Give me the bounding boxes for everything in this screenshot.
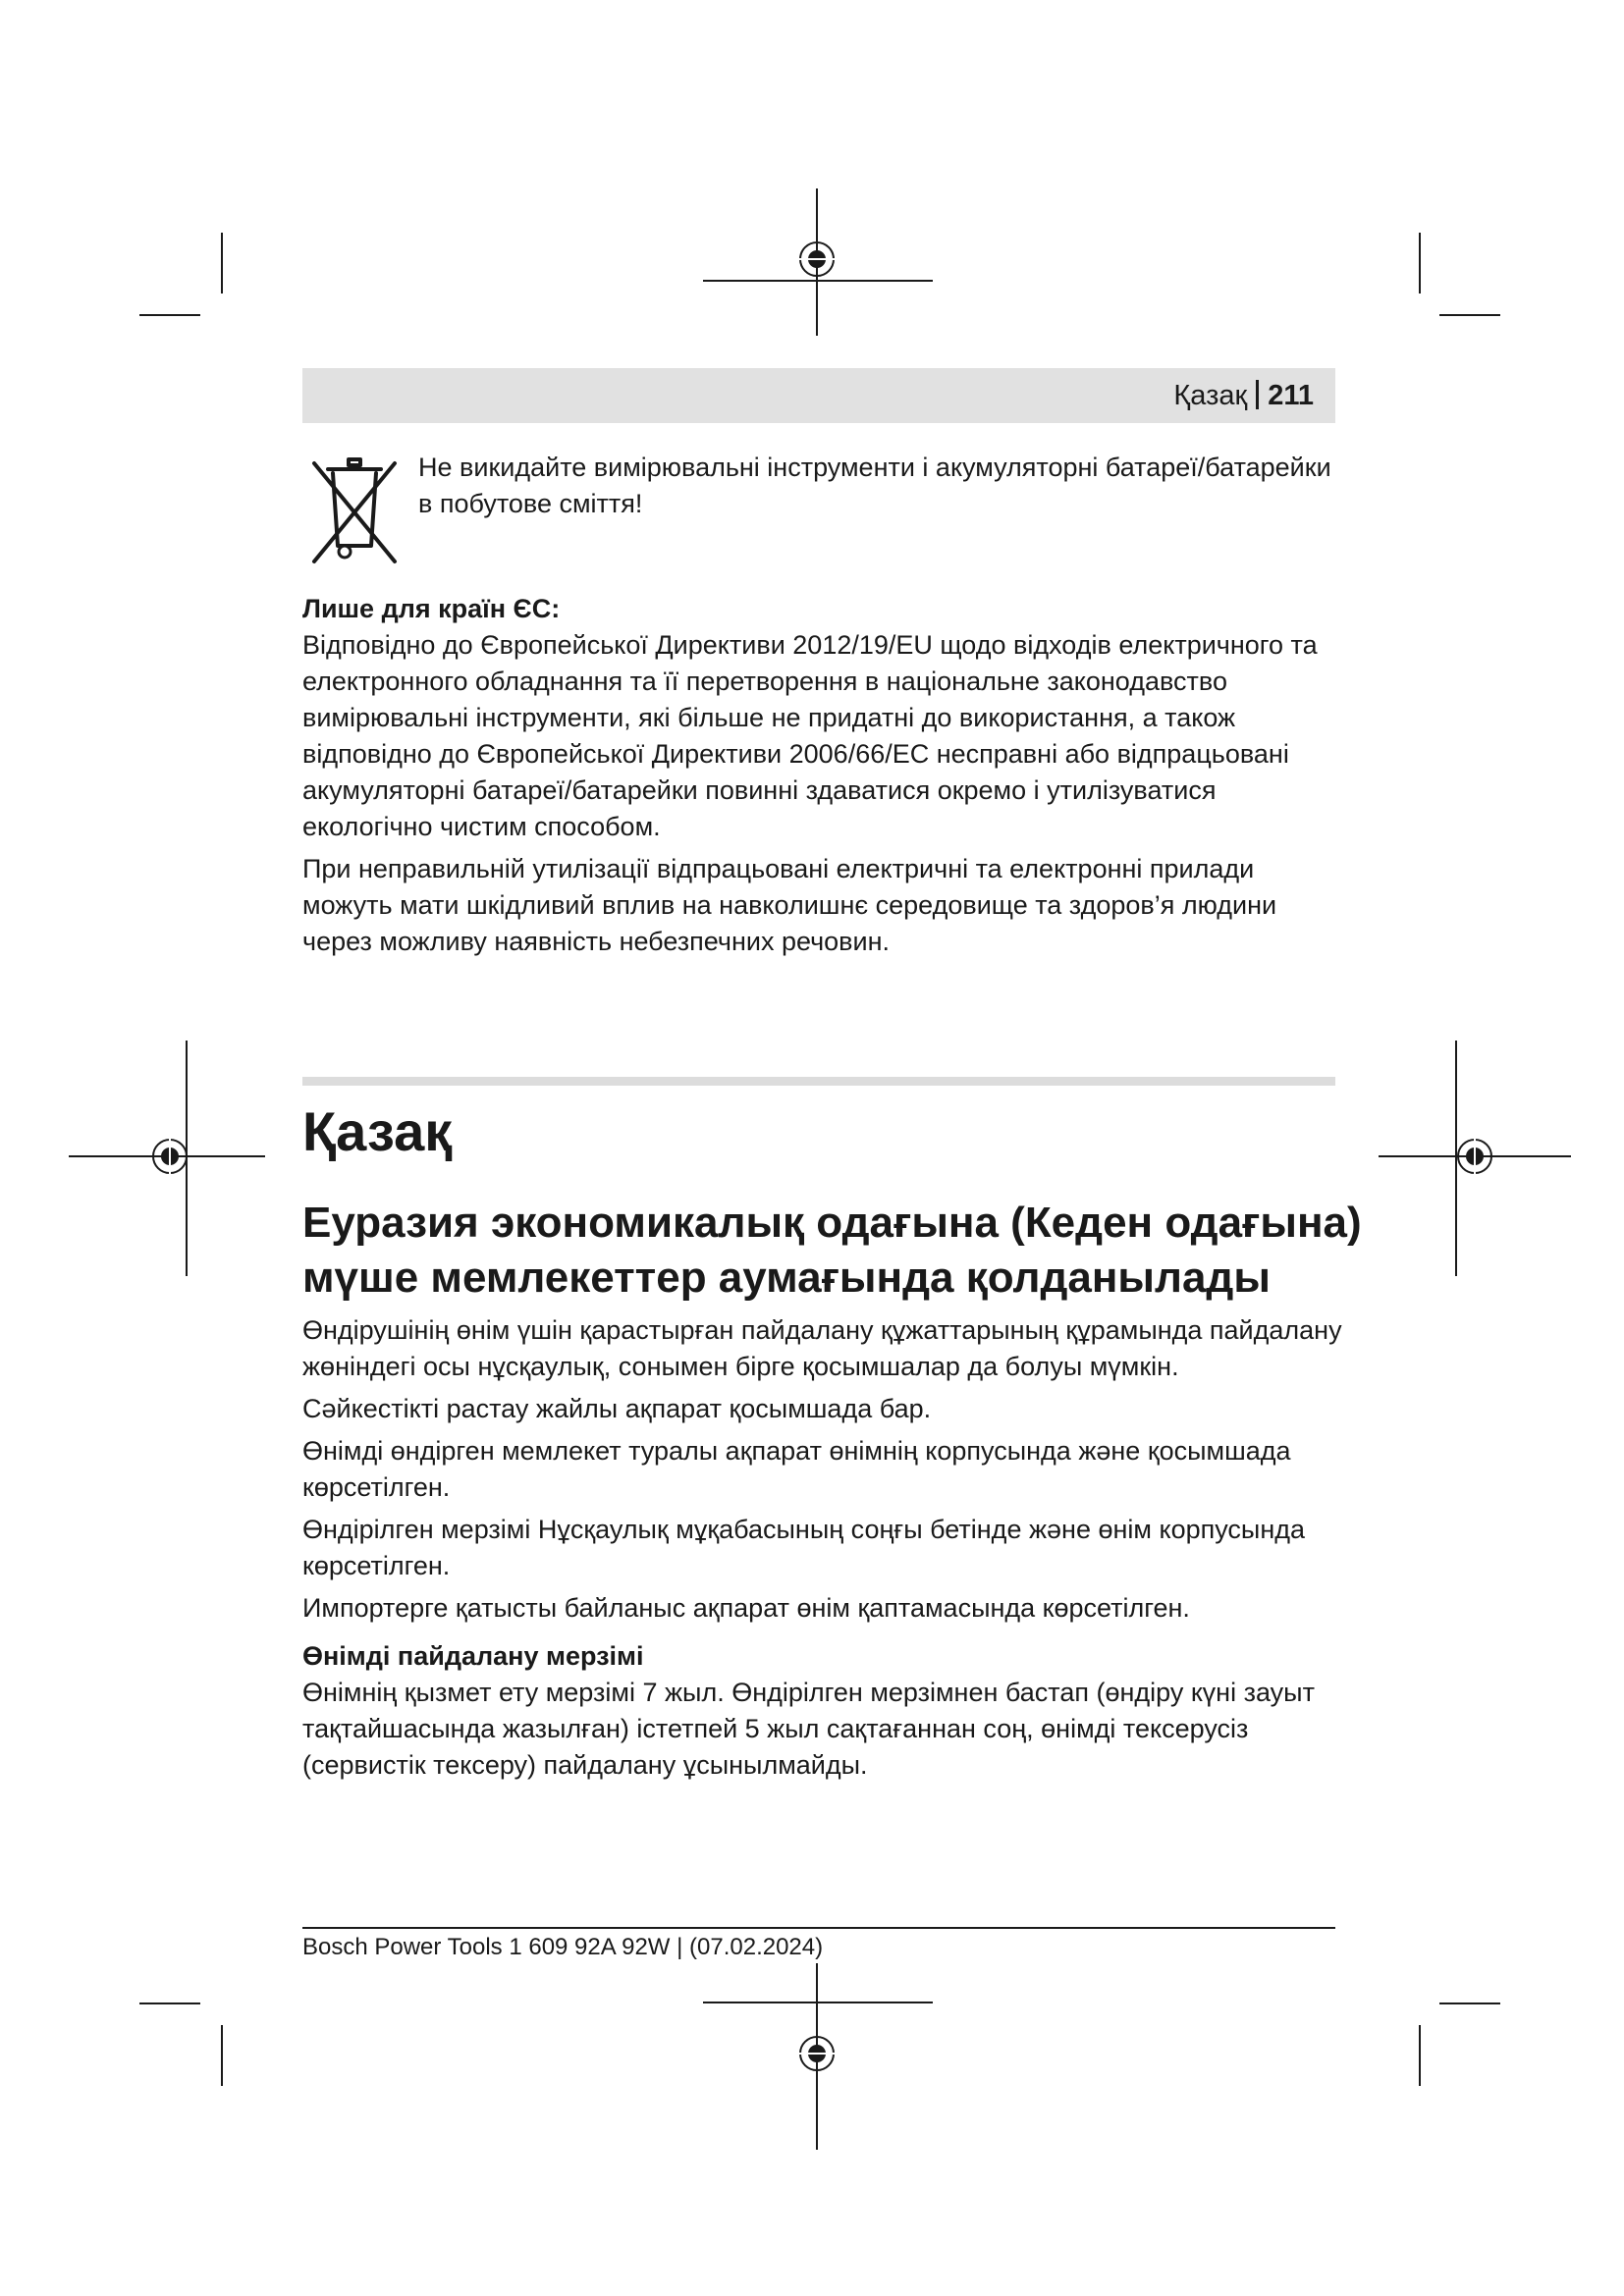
crop-mark xyxy=(221,2025,223,2086)
eu-disposal-section xyxy=(302,591,1343,960)
service-life-heading: Өнімді пайдалану мерзімі xyxy=(302,1641,644,1671)
crop-mark xyxy=(139,2002,200,2004)
header-section: Қазақ xyxy=(1173,380,1248,411)
disposal-warning: Не викидайте вимірювальні інструменти і акумуляторні батареї/батарейки в побутове сміття! xyxy=(418,453,1331,518)
registration-mark-icon xyxy=(703,1963,939,2160)
crop-mark xyxy=(139,314,200,316)
registration-mark-icon xyxy=(1359,1041,1575,1276)
page-number: 211 xyxy=(1268,380,1314,411)
registration-mark-icon xyxy=(703,188,939,336)
crop-mark xyxy=(1439,314,1500,316)
body-paragraph: Өнімді өндірген мемлекет туралы ақпарат өнімнің корпусында және қосымшада көрсетілген. xyxy=(302,1436,1291,1502)
section-divider xyxy=(302,1077,1335,1086)
eu-paragraph: При неправильній утилізації відпрацьовані електричні та електронні прилади можуть мати шкідливий вплив на навколишнє середовище та здоров’я людини через можливу наявність небезпечних речовин. xyxy=(302,854,1277,956)
body-paragraph: Импортерге қатысты байланыс ақпарат өнім қаптамасында көрсетілген. xyxy=(302,1593,1190,1623)
registration-mark-icon xyxy=(69,1041,265,1276)
body-paragraph: Өндірілген мерзімі Нұсқаулық мұқабасының соңғы бетінде және өнім корпусында көрсетілген. xyxy=(302,1515,1306,1580)
crossed-out-wheelie-bin-icon xyxy=(302,452,406,567)
body-paragraph: Сәйкестікті растау жайлы ақпарат қосымшада бар. xyxy=(302,1394,932,1423)
header-separator xyxy=(1256,380,1259,409)
page-header xyxy=(302,368,1335,423)
service-life-text: Өнімнің қызмет ету мерзімі 7 жыл. Өндірілген мерзімнен бастап (өндіру күні зауыт тақтайшасында жазылған) істетпей 5 жыл сақтағаннан соң, өнімді тексерусіз (сервистік тексеру) пайдалану ұсынылмайды. xyxy=(302,1678,1315,1780)
section-title: Қазақ xyxy=(302,1100,453,1162)
kazakh-body xyxy=(302,1312,1343,1784)
header-label xyxy=(1173,378,1314,413)
crop-mark xyxy=(1439,2002,1500,2004)
crop-mark xyxy=(221,233,223,294)
eu-heading: Лише для країн ЄС: xyxy=(302,594,561,623)
crop-mark xyxy=(1419,2025,1421,2086)
eu-paragraph: Відповідно до Європейської Директиви 2012/19/EU щодо відходів електричного та електронного обладнання та її перетворення в національне законодавство вимірювальні інструменти, які більше не придатні до використання, а також відповідно до Європейської Директиви 2006/66/EC несправні або відпрацьовані акумуляторні батареї/батарейки повинні здаватися окремо і утилізуватися екологічно чистим способом. xyxy=(302,630,1318,841)
footer-divider xyxy=(302,1927,1335,1929)
section-subtitle: Еуразия экономикалық одағына (Кеден одағына) мүше мемлекеттер аумағында қолданылады xyxy=(302,1199,1362,1302)
body-paragraph: Өндірушінің өнім үшін қарастырған пайдалану құжаттарының құрамында пайдалану жөніндегі осы нұсқаулық, сонымен бірге қосымшалар да болуы мүмкін. xyxy=(302,1315,1342,1381)
page-footer: Bosch Power Tools 1 609 92A 92W | (07.02.2024) xyxy=(302,1934,824,1960)
crop-mark xyxy=(1419,233,1421,294)
